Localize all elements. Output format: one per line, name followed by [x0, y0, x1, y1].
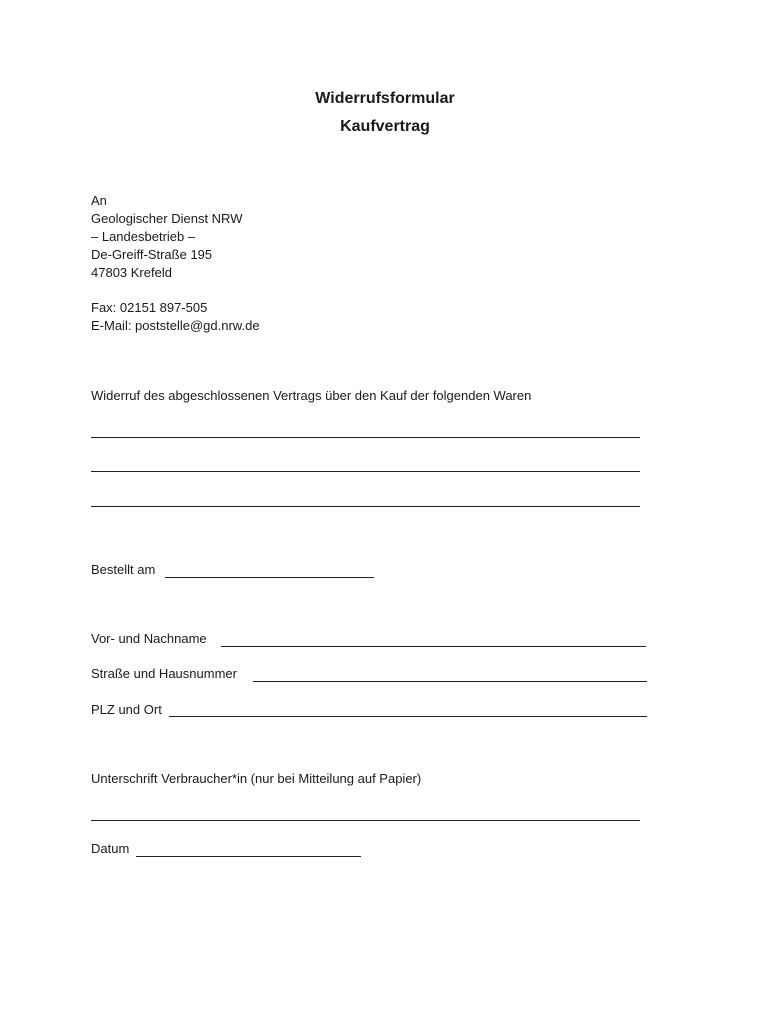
- recipient-line-city: 47803 Krefeld: [91, 265, 172, 280]
- street-line[interactable]: [253, 681, 647, 682]
- ordered-on-label: Bestellt am: [91, 562, 156, 577]
- goods-line-3[interactable]: [91, 506, 640, 507]
- goods-line-1[interactable]: [91, 437, 640, 438]
- city-label: PLZ und Ort: [91, 702, 162, 717]
- contact-fax: Fax: 02151 897-505: [91, 300, 208, 315]
- revocation-statement: Widerruf des abgeschlossenen Vertrags über den Kauf der folgenden Waren: [91, 388, 532, 403]
- name-label: Vor- und Nachname: [91, 631, 207, 646]
- ordered-on-line[interactable]: [165, 577, 374, 578]
- recipient-line-an: An: [91, 193, 107, 208]
- signature-label: Unterschrift Verbraucher*in (nur bei Mitteilung auf Papier): [91, 771, 422, 786]
- form-subtitle: Kaufvertrag: [340, 118, 430, 135]
- street-label: Straße und Hausnummer: [91, 666, 237, 681]
- recipient-line-org: Geologischer Dienst NRW: [91, 211, 243, 226]
- recipient-line-type: – Landesbetrieb –: [91, 229, 196, 244]
- goods-line-2[interactable]: [91, 471, 640, 472]
- city-line[interactable]: [169, 716, 647, 717]
- signature-line[interactable]: [91, 820, 640, 821]
- date-line[interactable]: [136, 856, 361, 857]
- form-title: Widerrufsformular: [315, 90, 455, 107]
- recipient-line-street: De-Greiff-Straße 195: [91, 247, 213, 262]
- date-label: Datum: [91, 841, 130, 856]
- name-line[interactable]: [221, 646, 646, 647]
- contact-email: E-Mail: poststelle@gd.nrw.de: [91, 318, 260, 333]
